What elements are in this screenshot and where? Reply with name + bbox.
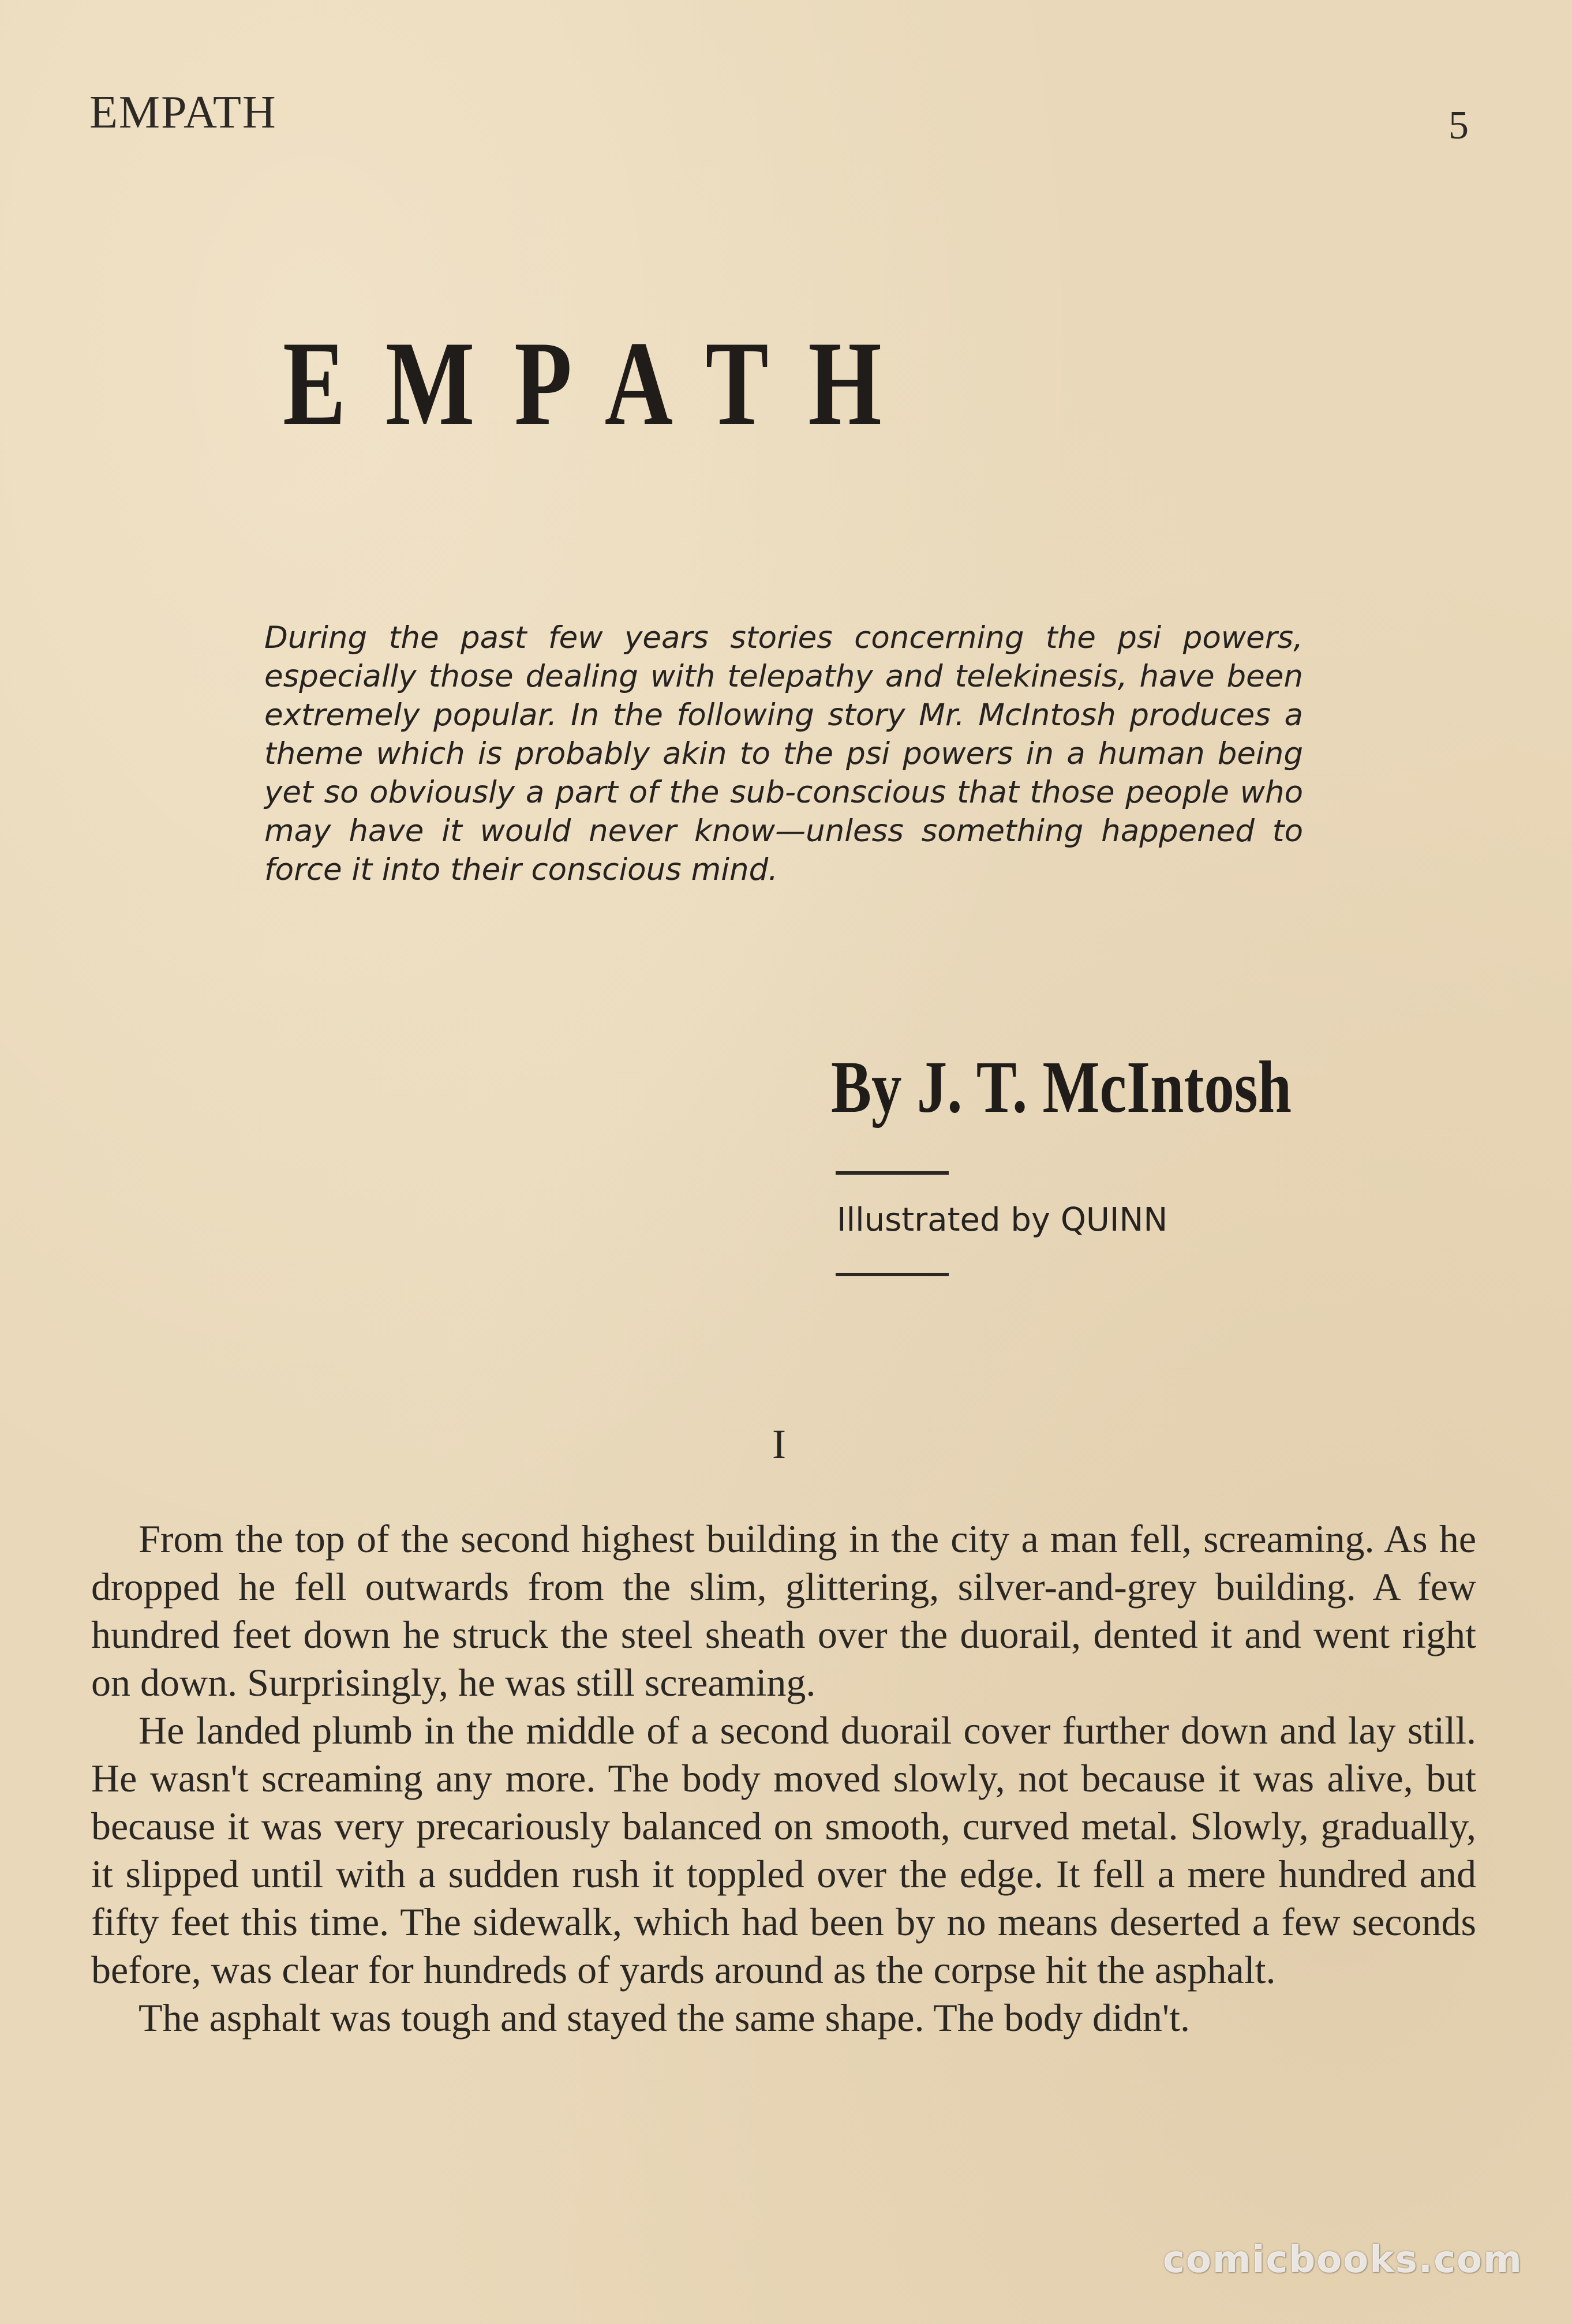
body-paragraph: The asphalt was tough and stayed the same shape. The body didn't. xyxy=(139,1996,1191,2040)
running-head: EMPATH xyxy=(89,87,277,138)
story-intro: During the past few years stories concerning the psi powers, especially those dealing with telepathy and telekinesis, have been extremely popular. In the following story Mr. McIntosh produces a theme which is probably akin to the psi powers in a human being yet so obviously a part of the sub-conscious that those people who may have it would never know—unless something happened to force it into their conscious mind. xyxy=(264,620,1303,887)
divider-rule xyxy=(836,1273,949,1276)
site-watermark: comicbooks.com xyxy=(1163,2239,1523,2281)
author-byline: By J. T. McIntosh xyxy=(831,1046,1292,1128)
chapter-number: I xyxy=(772,1421,786,1467)
divider-rule xyxy=(836,1171,949,1175)
illustrator-credit: Illustrated by QUINN xyxy=(837,1201,1168,1239)
story-body xyxy=(91,1515,1476,2042)
story-title: EMPATH xyxy=(283,317,922,451)
body-paragraph: From the top of the second highest building in the city a man fell, screaming. As he dropped he fell outwards from the slim, glittering, silver-and-grey building. A few hundred feet down he struck the steel sheath over the duorail, dented it and went right on down. Surprisingly, he was still screaming. xyxy=(91,1517,1476,1704)
body-paragraph: He landed plumb in the middle of a second duorail cover further down and lay still. He wasn't screaming any more. The body moved slowly, not because it was alive, but because it was very precariously balanced on smooth, curved metal. Slowly, gradually, it slipped until with a sudden rush it toppled over the edge. It fell a mere hundred and fifty feet this time. The sidewalk, which had been by no means deserted a few seconds before, was clear for hundreds of yards around as the corpse hit the asphalt. xyxy=(91,1708,1476,1992)
page-number: 5 xyxy=(1449,103,1469,148)
